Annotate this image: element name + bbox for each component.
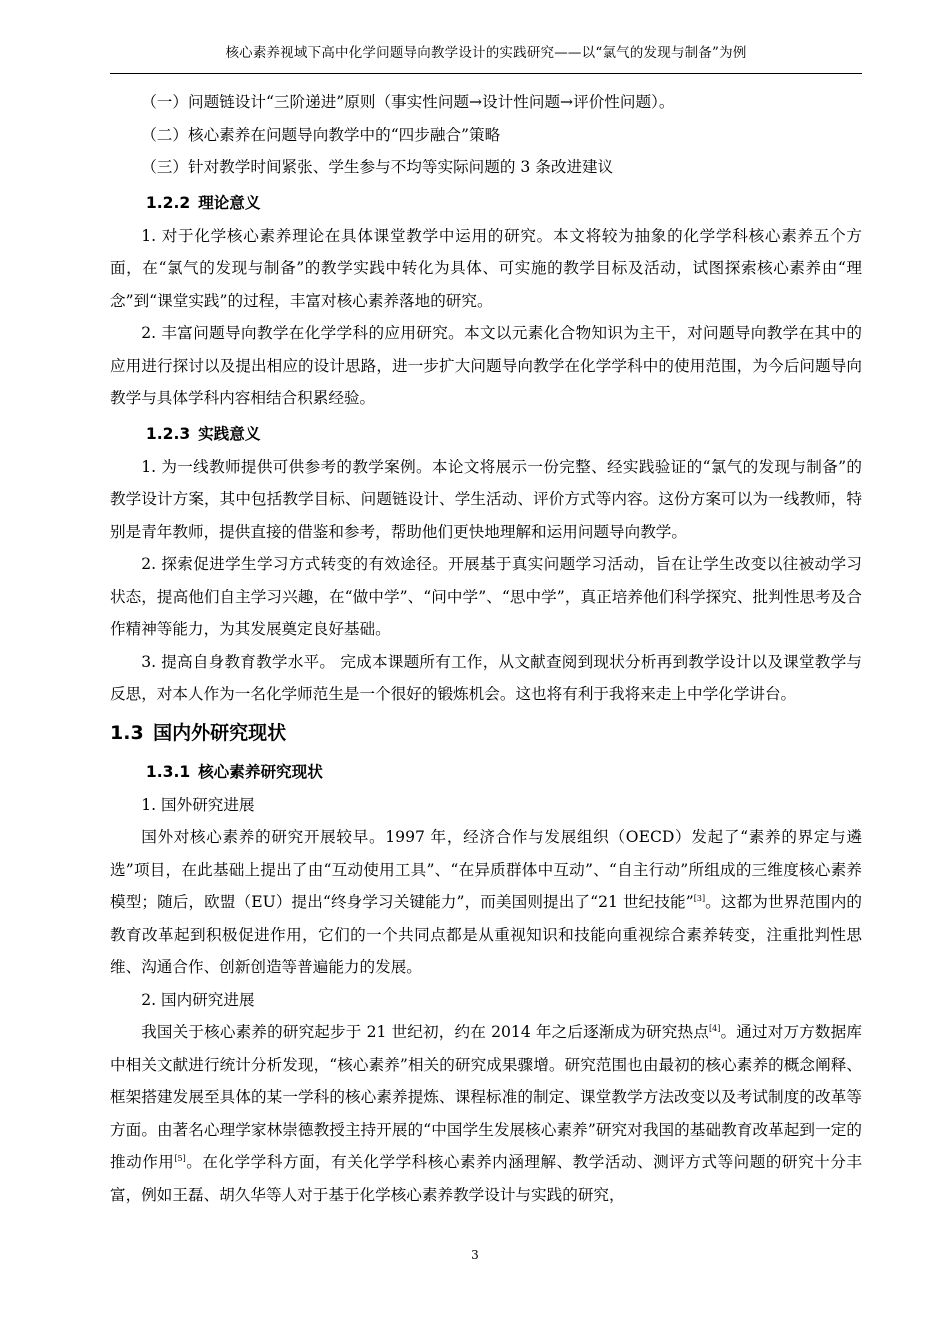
section-title: 核心素养研究现状 bbox=[198, 762, 323, 781]
section-number: 1.3.1 bbox=[145, 762, 191, 781]
section-heading-1-2-2 bbox=[110, 186, 862, 220]
page-number: 3 bbox=[471, 1248, 479, 1262]
list-item-1: （一）问题链设计“三阶递进”原则（事实性问题→设计性问题→评价性问题）。 bbox=[141, 93, 675, 111]
section-number: 1.2.2 bbox=[145, 193, 191, 212]
citation-ref: [5] bbox=[174, 1153, 186, 1163]
list-item-2: （二）核心素养在问题导向教学中的“四步融合”策略 bbox=[141, 125, 501, 144]
domestic-label: 2. 国内研究进展 bbox=[141, 990, 255, 1009]
section-heading-1-3 bbox=[110, 713, 862, 753]
abroad-text-b: 。这都为世界范围内的教育改革起到积极促进作用，它们的一个共同点都是从重视知识和技能向重视综合素养转变，注重批判性思维、沟通合作、创新创造等普遍能力的发展。 bbox=[110, 893, 862, 976]
section-number: 1.3 bbox=[110, 721, 144, 744]
header-rule bbox=[110, 73, 862, 74]
domestic-text-a: 我国关于核心素养的研究起步于 21 世纪初，约在 2014 年之后逐渐成为研究热点 bbox=[141, 1023, 709, 1041]
abroad-label: 1. 国外研究进展 bbox=[141, 795, 255, 814]
abroad-text-a: 国外对核心素养的研究开展较早。1997 年，经济合作与发展组织（OECD）发起了“素养的界定与遴选”项目，在此基础上提出了由“互动使用工具”、“在异质群体中互动”、“自主行动”所组成的三维度核心素养模型；随后，欧盟（EU）提出“终身学习关键能力”，而美国则提出了“21 世纪技能” bbox=[110, 828, 862, 911]
citation-ref: [3] bbox=[693, 893, 706, 903]
list-item-3: （三）针对教学时间紧张、学生参与不均等实际问题的 3 条改进建议 bbox=[141, 158, 614, 176]
section-heading-1-3-1 bbox=[110, 755, 862, 789]
section-heading-1-2-3 bbox=[110, 417, 862, 451]
page-body bbox=[110, 86, 862, 1211]
domestic-text-b: 。通过对万方数据库中相关文献进行统计分析发现，“核心素养”相关的研究成果骤增。研究范围也由最初的核心素养的概念阐释、框架搭建发展至具体的某一学科的核心素养提炼、课程标准的制定、课堂教学方法改变以及考试制度的改革等方面。由著名心理学家林崇德教授主持开展的“中国学生发展核心素养”研究对我国的基础教育改革起到一定的推动作用 bbox=[110, 1023, 862, 1171]
section-title: 理论意义 bbox=[198, 193, 261, 212]
practice-paragraph-2: 2. 探索促进学生学习方式转变的有效途径。开展基于真实问题学习活动，旨在让学生改变以往被动学习状态，提高他们自主学习兴趣，在“做中学”、“问中学”、“思中学”，真正培养他们科学探究、批判性思考及合作精神等能力，为其发展奠定良好基础。 bbox=[110, 555, 862, 638]
section-title: 国内外研究现状 bbox=[153, 721, 287, 744]
theory-paragraph-2: 2. 丰富问题导向教学在化学学科的应用研究。本文以元素化合物知识为主干，对问题导向教学在其中的应用进行探讨以及提出相应的设计思路，进一步扩大问题导向教学在化学学科中的使用范围，为今后问题导向教学与具体学科内容相结合积累经验。 bbox=[110, 324, 862, 407]
section-number: 1.2.3 bbox=[145, 424, 191, 443]
domestic-text-c: 。在化学学科方面，有关化学学科核心素养内涵理解、教学活动、测评方式等问题的研究十分丰富，例如王磊、胡久华等人对于基于化学核心素养教学设计与实践的研究， bbox=[110, 1153, 862, 1204]
practice-paragraph-3: 3. 提高自身教育教学水平。 完成本课题所有工作，从文献查阅到现状分析再到教学设计以及课堂教学与反思，对本人作为一名化学师范生是一个很好的锻炼机会。这也将有利于我将来走上中学化学讲台。 bbox=[110, 652, 862, 703]
domestic-paragraph bbox=[110, 1016, 862, 1211]
abroad-paragraph bbox=[110, 821, 862, 984]
section-title: 实践意义 bbox=[198, 424, 261, 443]
running-header: 核心素养视域下高中化学问题导向教学设计的实践研究——以“氯气的发现与制备”为例 bbox=[225, 45, 747, 61]
citation-ref: [4] bbox=[709, 1023, 721, 1033]
practice-paragraph-1: 1. 为一线教师提供可供参考的教学案例。本论文将展示一份完整、经实践验证的“氯气的发现与制备”的教学设计方案，其中包括教学目标、问题链设计、学生活动、评价方式等内容。这份方案可以为一线教师，特别是青年教师，提供直接的借鉴和参考，帮助他们更快地理解和运用问题导向教学。 bbox=[110, 457, 862, 541]
theory-paragraph-1: 1. 对于化学核心素养理论在具体课堂教学中运用的研究。本文将较为抽象的化学学科核心素养五个方面，在“氯气的发现与制备”的教学实践中转化为具体、可实施的教学目标及活动，试图探索核心素养由“理念”到“课堂实践”的过程，丰富对核心素养落地的研究。 bbox=[110, 226, 862, 310]
